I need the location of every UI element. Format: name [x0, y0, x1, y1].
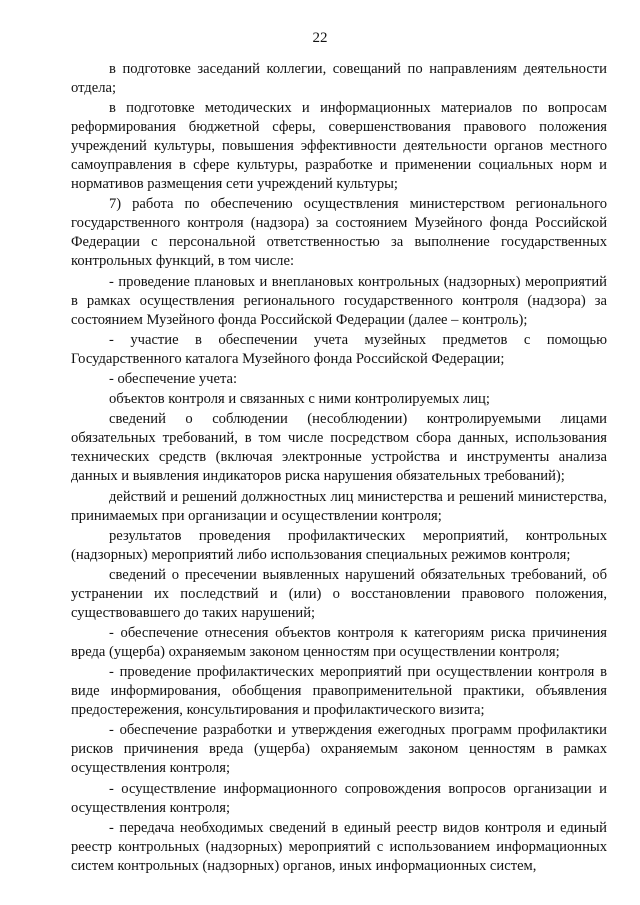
paragraph: объектов контроля и связанных с ними контролируемых лиц;: [109, 391, 490, 408]
list-item: - проведение плановых и внеплановых контрольных (надзорных) мероприятий в рамках осуществления регионального государственного контроля (надзора) за состоянием Музейного фонда Российской Федерации (далее – контроль);: [71, 273, 607, 328]
paragraph: в подготовке методических и информационных материалов по вопросам реформирования бюджетной сферы, совершенствования правового положения учреждений культуры, повышения эффективности деятельности органов местного самоуправления в сфере культуры, разработке и применении социальных норм и нормативов размещения сети учреждений культуры;: [71, 100, 607, 193]
list-item: - осуществление информационного сопровождения вопросов организации и осуществления контроля;: [71, 780, 607, 816]
paragraph: действий и решений должностных лиц министерства и решений министерства, принимаемых при организации и осуществлении контроля;: [71, 488, 607, 524]
paragraph: сведений о соблюдении (несоблюдении) контролируемыми лицами обязательных требований, в том числе посредством сбора данных, использования технических средств (включая электронные устройства и инструменты анализа данных и выявления индикаторов риска нарушения обязательных требований);: [71, 411, 607, 485]
paragraph: сведений о пресечении выявленных нарушений обязательных требований, об устранении их последствий и (или) о восстановлении правового положения, существовавшего до таких нарушений;: [71, 566, 607, 621]
body-text: [71, 60, 607, 877]
list-item: - передача необходимых сведений в единый реестр видов контроля и единый реестр контрольных (надзорных) мероприятий с использованием информационных систем контрольных (надзорных) органов, иных информационных систем,: [71, 819, 607, 874]
list-item: - участие в обеспечении учета музейных предметов с помощью Государственного каталога Музейного фонда Российской Федерации;: [71, 331, 607, 367]
list-item: - обеспечение отнесения объектов контроля к категориям риска причинения вреда (ущерба) охраняемым законом ценностям при осуществлении контроля;: [71, 625, 607, 661]
list-item: - проведение профилактических мероприятий при осуществлении контроля в виде информирования, обобщения правоприменительной практики, объявления предостережения, консультирования и профилактического визита;: [71, 664, 607, 719]
list-item: - обеспечение разработки и утверждения ежегодных программ профилактики рисков причинения вреда (ущерба) охраняемым законом ценностям в рамках осуществления контроля;: [71, 722, 607, 777]
paragraph: результатов проведения профилактических мероприятий, контрольных (надзорных) мероприятий либо использования специальных режимов контроля;: [71, 527, 607, 563]
paragraph: 7) работа по обеспечению осуществления министерством регионального государственного контроля (надзора) за состоянием Музейного фонда Российской Федерации с персональной ответственностью за выполнение государственных контрольных функций, в том числе:: [71, 196, 607, 270]
list-item: - обеспечение учета:: [109, 370, 238, 387]
paragraph: в подготовке заседаний коллегии, совещаний по направлениям деятельности отдела;: [71, 61, 607, 96]
page-number: 22: [312, 30, 328, 46]
